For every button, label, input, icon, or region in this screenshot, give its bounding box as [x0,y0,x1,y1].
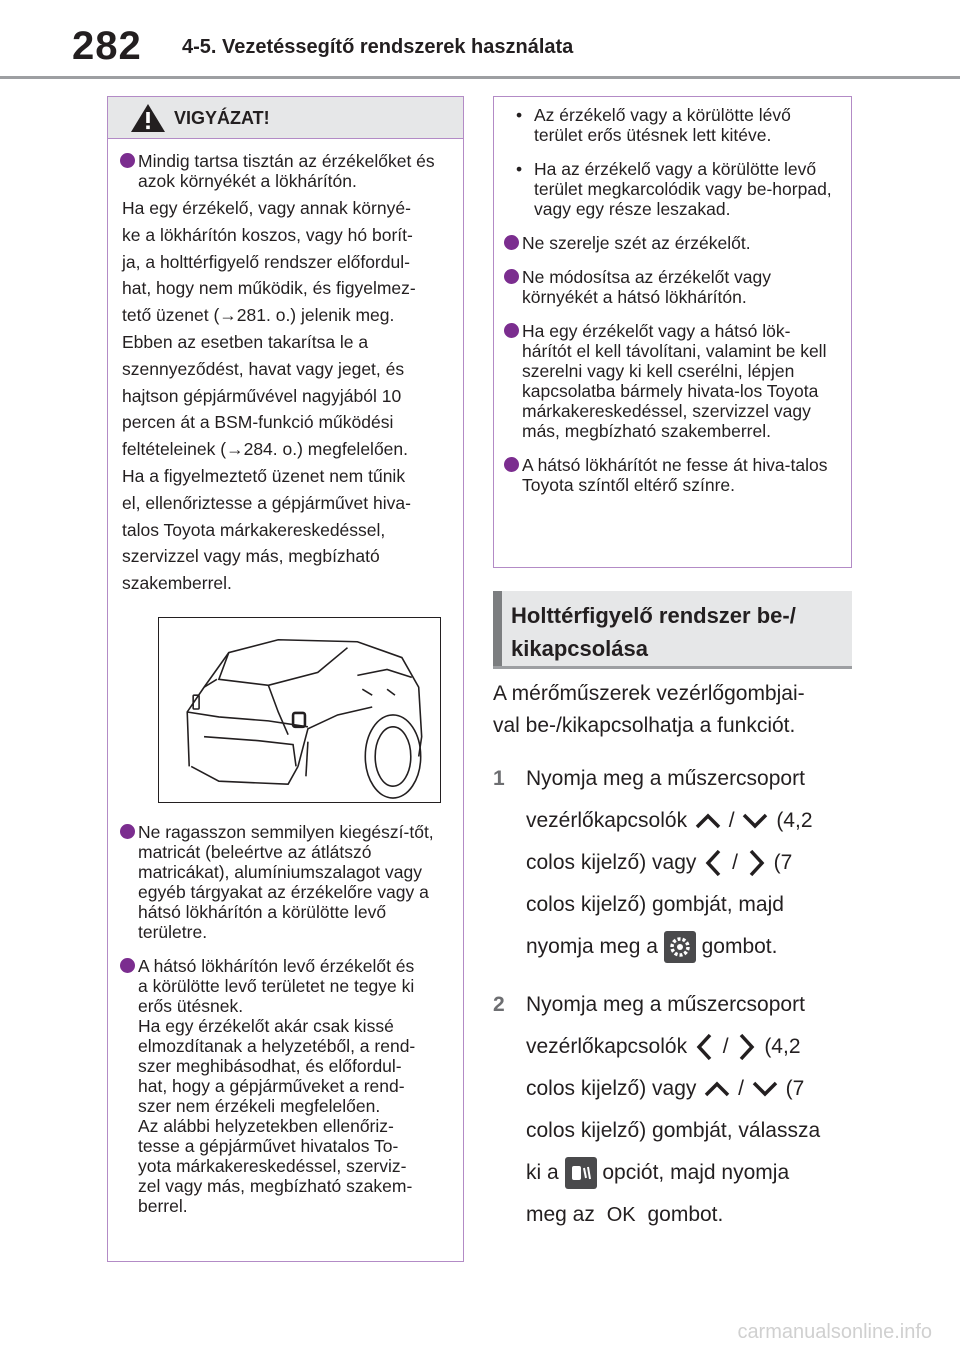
blind-spot-monitor-icon [565,1157,597,1189]
warning-box [107,96,464,1262]
ok-button-icon: OK [606,1204,636,1226]
bullet-dot-icon [120,958,135,973]
step-1: 1 Nyomja meg a műszercsoport vezérlőkapcsolók / (4,2 colos kijelző) vagy / (7 colos kijelző) gombját, majd nyomja meg a gombot. [493,758,853,968]
section-title: 4-5. Vezetéssegítő rendszerek használata [182,36,574,58]
continued-warning-box [493,96,852,568]
page-number: 282 [72,24,142,68]
warning-bullet-3: A hátsó lökhárítón levő érzékelőt és a körülötte levő területet ne tegye ki erős ütésnek. Ha egy érzékelőt akár csak kissé elmozdítanak a helyzetéből, a rend- szer meghibásodhat, és előfordul- hat, hogy a gépjárműveket a rend- szer nem érzékeli megfelelően. Az alábbi helyzetekben ellenőriz- tesse a gépjárművet hivatalos To- yota márkakereskedéssel, szerviz- zel vagy más, megbízható szakem- berrel. [122,956,451,1216]
heading-accent-bar [493,591,502,666]
settings-gear-icon [664,931,696,963]
chevron-left-icon [702,848,726,878]
step-2: 2 Nyomja meg a műszercsoport vezérlőkapcsolók / (4,2 colos kijelző) vagy / (7 colos kijelző) gombját, válassza ki a opciót, majd nyomja meg az OK gombot. [493,984,853,1236]
chevron-left-icon [693,1032,717,1062]
chevron-down-icon [750,1079,780,1099]
chevron-up-icon [702,1079,732,1099]
warning-bullet-2: Ne ragasszon semmilyen kiegészí-tőt, matricát (beleértve az átlátszó matricákat), alumíniumszalagot vagy egyéb tárgyakat az érzékelőre vagy a hátsó lökhárítón a körülötte levő területre. [122,822,451,942]
dash-item-1: • Az érzékelő vagy a körülötte lévő terület erős ütésnek lett kitéve. [516,105,791,145]
section-heading [493,591,852,669]
bullet-dot-icon [504,323,519,338]
info-bullet-2: Ne módosítsa az érzékelőt vagy környékét a hátsó lökhárítón. [506,267,839,307]
warning-header [108,97,463,139]
car-rear-sensor-illustration [158,617,441,803]
main-instructions [493,678,853,1236]
warning-title: VIGYÁZAT! [174,108,270,128]
step-number: 2 [493,993,505,1016]
chevron-right-icon [744,848,768,878]
page-header [0,0,960,80]
heading-line-2: kikapcsolása [511,636,648,661]
chevron-up-icon [693,811,723,831]
warning-bullet-1: Mindig tartsa tisztán az érzékelőket és azok környékét a lökhárítón. [122,151,451,191]
step-number: 1 [493,767,505,790]
info-bullet-3: Ha egy érzékelőt vagy a hátsó lök-hárítót el kell távolítani, valamint be kell szerelni vagy ki kell cserélni, lépjen kapcsolatba bármely hivata-los Toyota márkakereskedéssel, szervizzel vagy más, megbízható szakemberrel. [506,321,839,441]
bullet-dot-icon [120,824,135,839]
bullet-dot-icon [504,235,519,250]
dash-item-2: • Ha az érzékelő vagy a körülötte levő terület megkarcolódik vagy be-horpad, vagy egy része leszakad. [516,159,832,219]
heading-line-1: Holttérfigyelő rendszer be-/ [511,603,796,628]
info-bullet-1: Ne szerelje szét az érzékelőt. [506,233,839,253]
chevron-down-icon [740,811,770,831]
watermark: carmanualsonline.info [737,1321,932,1343]
bullet-dot-icon [504,457,519,472]
warning-triangle-icon [130,103,166,133]
header-divider [0,76,960,79]
intro-text: A mérőműszerek vezérlőgombjai- val be-/kikapcsolhatja a funkciót. [493,682,805,737]
bullet-dot-icon [504,269,519,284]
chevron-right-icon [734,1032,758,1062]
warning-paragraph: Ha egy érzékelő, vagy annak környé- ke a lökhárítón koszos, vagy hó borít- ja, a holttérfigyelő rendszer előfordul- hat, hogy nem működik, és figyelmez- tető üzenet (→281. o.) jelenik meg. Ebben az esetben takarítsa le a szennyeződést, havat vagy jeget, és hajtson gépjárművével nagyjából 10 percen át a BSM-funkció működési feltételeinek (→284. o.) megfelelően. Ha a figyelmeztető üzenet nem tűnik el, ellenőriztesse a gépjárművet hiva- talos Toyota márkakereskedéssel, szervizzel vagy más, megbízható szakemberrel. [122,198,416,594]
info-bullet-4: A hátsó lökhárítót ne fesse át hiva-talos Toyota színtől eltérő színre. [506,455,839,495]
bullet-dot-icon [120,153,135,168]
